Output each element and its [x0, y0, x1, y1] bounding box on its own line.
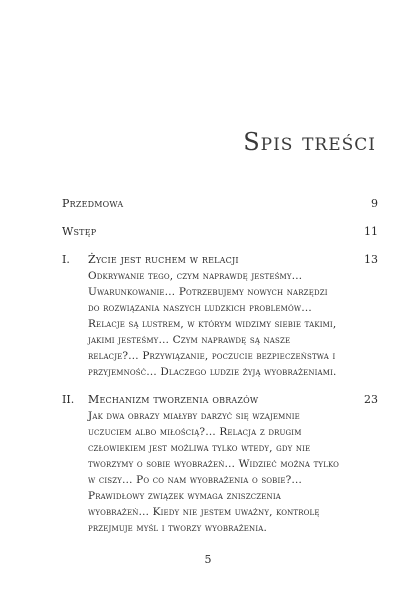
toc-entry-title: Przedmowa: [62, 197, 124, 210]
toc-entry-page: 13: [364, 253, 378, 266]
toc-entry-description: Jak dwa obrazy miałyby darzyć się wzajemnie uczuciem albo miłością?… Relacja z drugim człowiekiem jest możliwa tylko wtedy, gdy nie tworzymy o sobie wyobrażeń… Widzieć można tylko w ciszy… Po co nam wyobrażenia o sobie?… Prawidłowy związek wymaga zniszczenia wyobrażeń… Kiedy nie jestem uważny, kontrolę przejmuje myśl i tworzy wyobrażenia.: [88, 410, 340, 534]
toc-entry-numeral: I.: [62, 253, 70, 266]
toc-entry-numeral: II.: [62, 393, 75, 406]
toc-entry-chapter-2[interactable]: [62, 392, 378, 536]
toc-entry-chapter-1[interactable]: [62, 252, 378, 380]
toc-entry-introduction[interactable]: [62, 224, 378, 240]
toc-entry-title: Wstęp: [62, 225, 97, 238]
toc-entry-title: Życie jest ruchem w relacji: [88, 253, 239, 266]
page-number: 5: [204, 553, 212, 566]
toc-entry-preface[interactable]: [62, 196, 378, 212]
toc-entry-page: 23: [364, 393, 378, 406]
toc-entry-page: 9: [371, 197, 378, 210]
toc-entry-page: 11: [364, 225, 378, 238]
page-title: Spis treści: [243, 128, 376, 156]
toc-entry-title: Mechanizm tworzenia obrazów: [88, 393, 259, 406]
toc-entry-description: Odkrywanie tego, czym naprawdę jesteśmy… Uwarunkowanie… Potrzebujemy nowych narzędzi do rozwiązania naszych ludzkich problemów… Relacje są lustrem, w którym widzimy siebie takimi, jakimi jesteśmy… Czym naprawdę są nasze relacje?… Przywiązanie, poczucie bezpieczeństwa i przyjemność… Dlaczego ludzie żyją wyobrażeniami.: [88, 270, 337, 378]
table-of-contents: [62, 196, 378, 536]
